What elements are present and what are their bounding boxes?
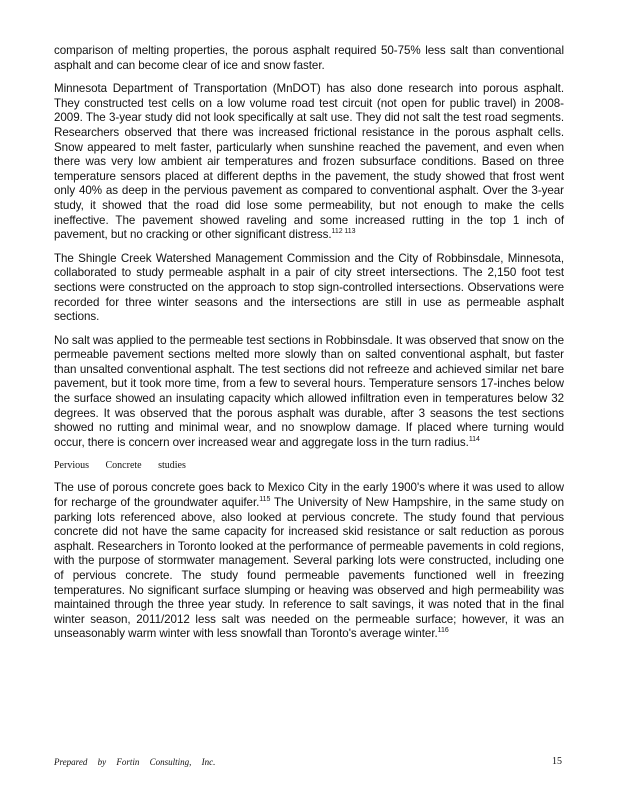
paragraph-text: No salt was applied to the permeable test sections in Robbinsdale. It was observed that snow on the permeable pavement sections melted more slowly than on salted conventional asphalt, but faster than unsalted conventional asphalt. The test sections did not refreeze and achieved similar net bare pavement, but it took more time, from a few to several hours. Temperature sensors 17-inches below the surface showed an insulating capacity which allowed infiltration even in temperatures below 32 degrees. It was observed that the porous asphalt was durable, after 3 seasons the test sections showed no rutting and minimal wear, and no snowplow damage. If placed where turning would occur, there is concern over increased wear and aggregate loss in the turn radius. bbox=[54, 333, 564, 449]
paragraph-text: comparison of melting properties, the porous asphalt required 50-75% less salt than conventional asphalt and can become clear of ice and snow faster. bbox=[54, 44, 564, 72]
paragraph-mndot-study bbox=[54, 82, 564, 243]
document-body bbox=[54, 44, 564, 651]
paragraph-text: The use of porous concrete goes back to Mexico City in the early 1900's where it was used to allow for recharge of the groundwater aquifer. bbox=[54, 481, 564, 510]
footnote-ref[interactable]: 114 bbox=[468, 435, 480, 443]
footnote-ref[interactable]: 112 113 bbox=[331, 228, 356, 236]
section-heading-pervious-concrete: Pervious Concrete studies bbox=[54, 460, 186, 472]
paragraph-text: The Shingle Creek Watershed Management Commission and the City of Robbinsdale, Minnesota, collaborated to study permeable asphalt in a pair of city street intersections. The 2,150 foot test sections were constructed on the approach to stop sign-controlled intersections. Observations were recorded for three winter seasons and the intersections are still in use as permeable asphalt sections. bbox=[54, 251, 564, 324]
paragraph-pervious-concrete bbox=[54, 481, 564, 642]
paragraph-text-continued: The University of New Hampshire, in the same study on parking lots referenced above, also looked at pervious concrete. The study found that pervious concrete did not have the same capacity for increased skid resistance or salt reduction as porous asphalt. Researchers in Toronto looked at the performance of permeable pavements in cold regions, with the purpose of stormwater management. Several parking lots were constructed, including one of pervious concrete. The study found permeable pavements functioned well in freezing temperatures. No significant surface slumping or heaving was observed and high permeability was maintained through the three year study. In reference to salt savings, it was noted that in the final winter season, 2011/2012 less salt was needed on the permeable surface; however, it was an unseasonably warm winter with less snowfall than Toronto's average winter. bbox=[54, 496, 564, 641]
paragraph-porous-asphalt-summary bbox=[54, 44, 564, 73]
paragraph-robbinsdale-results bbox=[54, 334, 564, 451]
footnote-ref[interactable]: 116 bbox=[437, 627, 449, 635]
paragraph-text: Minnesota Department of Transportation (MnDOT) has also done research into porous asphalt. They constructed test cells on a low volume road test circuit (not open for public travel) in 2008-2009. The 3-year study did not look specifically at salt use. They did not salt the test road segments. Researchers observed that there was increased frictional resistance in the porous asphalt cells. Snow appeared to melt faster, particularly when sunshine reached the pavement, and even when there was very low ambient air temperatures and frozen subsurface conditions. Based on three temperature sensors placed at different depths in the pavement, the study showed that frost went only 40% as deep in the pervious pavement as compared to conventional asphalt. Over the 3-year study, it showed that the road did lose some permeability, but not enough to make the cells ineffective. The pavement showed raveling and some increased rutting in the top 1 inch of pavement, but no cracking or other significant distress. bbox=[54, 82, 564, 242]
paragraph-shingle-creek-study bbox=[54, 252, 564, 325]
footer-prepared-by: Prepared by Fortin Consulting, Inc. bbox=[54, 757, 216, 767]
page-number: 15 bbox=[552, 756, 562, 767]
footnote-ref[interactable]: 115 bbox=[259, 496, 271, 504]
